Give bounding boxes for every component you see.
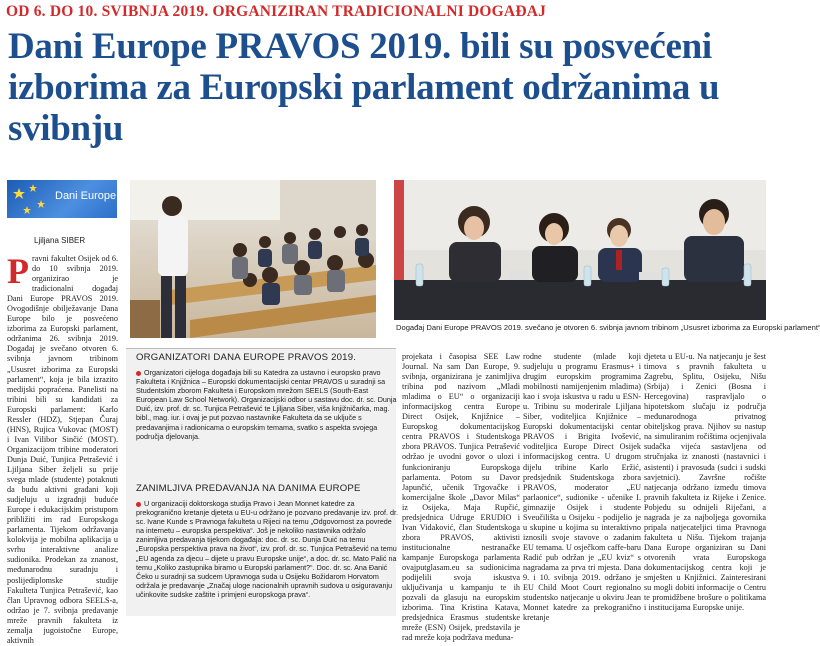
article-column-4: rodne studente (mlade koji sudjeluju u programu Erasmus+ i drugim europskim programima mobilnosti namijenjenim mladima) kao i svoja iskustva u radu u ESN-u. Tribinu su moderirale Ljiljana Siber, voditeljica Knjižnice – Europski dokumentacijski centar PRAVOS i Brigita Ivošević, voditeljica Europe Direct Osijek informacijskog centra. U drugom dijelu tribine Karlo Eržić, predsjednik Studentskoga zbora PRAVOS, moderator „EU parlaonice“, sudionike - učenike I. gimnazije Osijek i studente Sveučilišta u Osijeku - podijelio je u skupine u kojima su interaktivno iznosili svoje stavove o zadanim EU temama. U osječkom caffe-baru Radić pub održan je „EU kviz“ s nagradama za prva tri mjesta. Dana 9. i 10. svibnja 2019. održano je EU Child Moot Court regionalno studentsko natjecanje u okviru Jean Monnet katedre za prekogranično kretanje <box>523 352 641 623</box>
drop-cap: P <box>7 251 29 291</box>
photo-caption: Događaj Dani Europe PRAVOS 2019. svečano je otvoren 6. svibnja javnom tribinom „Ususret izborima za Europski parlament“ <box>396 323 820 332</box>
box-text-lectures <box>136 499 398 615</box>
bullet-icon <box>136 371 141 376</box>
dani-europe-logo <box>7 180 117 218</box>
box-top-rule <box>126 348 396 349</box>
box-title-organizers: ORGANIZATORI DANA EUROPE PRAVOS 2019. <box>136 352 357 363</box>
article-column-5: djeteta u EU-u. Na natjecanju je šest timova s pravnih fakulteta u Zagrebu, Splitu, Osijeku, Nišu (Srbija) i Zenici (Bosna i Hercegovina) raspravljalo o hipotetskom slučaju iz područja međunarodnoga privatnog obiteljskog prava. Njihov su nastup na simuliranim ročištima ocjenjivala sudačka vijeća sastavljena od stručnjaka iz znanosti (nastavnici i asistenti) i pravosuđa (sudci i sudski savjetnici). Završne ročište natjecanja održano između timova pravnih fakulteta iz Rijeke i Zenice. Pobjedu su odnijeli Riječani, a nagrada je za najboljega govornika pripala natjecateljici tima Pravnoga fakulteta u Nišu. Tijekom trajanja Dana Europe organiziran su Dani otvorenih vrata Europskoga dokumentacijskog centra koji je smješten u Knjižnici. Zainteresirani su mogli dobiti informacije o Centru te promidžbene brošure o politikama i institucijama Europske unije. <box>644 352 766 613</box>
bullet-icon <box>136 502 141 507</box>
headline: Dani Europe PRAVOS 2019. bili su posvećeni izborima za Europski parlament održanima u svibnju <box>8 26 720 149</box>
kicker: OD 6. DO 10. SVIBNJA 2019. ORGANIZIRAN TRADICIONALNI DOGAĐAJ <box>6 3 547 20</box>
column-1-text: ravni fakultet Osijek od 6. do 10 svibnja 2019. organizirao je tradicionalni događaj Dani Europe PRAVOS 2019. Ovogodišnje obilježavanje Dana Europe bilo je posvećeno izborima za Europski parlament, održanima 26. svibnja 2019. Događaj je svečano otvoren 6. svibnja javnom tribinom „Ususret izborima za Europski parlament“, koja je bila izrazito medijski popraćena. Panelisti na tribini bili su kandidati za Europski parlament: Karlo Ressler (HDZ), Stjepan Čuraj (HNS), Rujica Vukovac (MOST) i Ivan Vilibor Sinčić (MOST). Organizacijom tribine moderatori Dunja Duić, Tunjica Petrašević i Ljiljana Siber željeli su prije svega mlade (studente) potaknuti da budu aktivni građani koji sudjeluju u izgradnji buduće Europe i edukacijskim pristupom približiti im rad Europskoga parlamenta. Tijekom održavanja kolokvija je mobilna aplikacija u svrhu interaktivne analize sudionika. Prodekan za znanost, međunarodnu suradnju i poslijediplomske studije Fakulteta Tunjica Petrašević, kao član Upravnog odbora SEELS-a, održao je 7. svibnja predavanje mreže pravnih fakulteta iz zemalja jugoistočne Europe, aktivnih <box>7 254 118 645</box>
box-text-organizers-body: Organizatori cijeloga događaja bili su Katedra za ustavno i europsko pravo Fakulteta i Knjižnica – Europski dokumentacijski centar PRAVOS u suradnji sa Studentskim zborom Fakulteta i Europskom mrežom SEELS (South-East European Law School Network). Organizacijski odbor u sastavu doc. dr. sc. Dunja Duić, izv. prof. dr. sc. Tunjica Petrašević te Ljiljana Siber, viša knjižničarka, mag. bibl., mag. iur. i ovaj je put pozvao nastavnike Fakulteta da se uključe s predavanjima i radionicama o europskim temama, svatko s aspekta svojega područja djelovanja. <box>136 368 397 441</box>
box-text-lectures-body: U organizaciji doktorskoga studija Pravo i Jean Monnet katedre za prekogranično kretanje djeteta u EU-u održano je pozvano predavanje izv. prof. dr. sc. Ivane Kunde s Pravnoga fakulteta u Rijeci na temu „Odgovornost za povrede na internetu – europska perspektiva“. Još je nekoliko nastavnika održalo zanimljiva predavanja tijekom događaja: doc. dr. sc. Dunja Duić na temu „Europska perspektiva prava na život“, izv. prof. dr. sc. Tunjica Petrašević na temu „EU agenda za djecu – dijete u pravu Europske unije“, a doc. dr. sc. Mato Palić na temu „Koliko zastupnika biramo u Europski parlament?“. Doc. dr. sc. Ana Đanić Čeko u suradnji sa sudcem Upravnoga suda u Osijeku Božidarom Horvatom održala je predavanje „Značaj uloge nacionalnih upravnih sudova u osiguravanju učinkovite sudske zaštite i primjeni europskoga prava“. <box>136 499 398 599</box>
sidebar-box <box>126 348 396 616</box>
lecture-hall-photo <box>130 180 376 338</box>
logo-text: Dani Europe <box>55 190 117 202</box>
article-column-1 <box>7 251 118 645</box>
panel-photo <box>394 180 766 320</box>
article-column-3: projekata i časopisa SEE Law Journal. Na sam Dan Europe, 9. svibnja, organizirana je zanimljiva tribina pod nazivom „Mladi mladima o EU“ o organizaciji informacijskog centra Europe Direct Osijek, Knjižnice – Europskog dokumentacijskog centra PRAVOS i Studentskoga zbora PRAVOS. Tunjica Petrašević održao je uvodni govor o ulozi i funkcioniranju Europskoga parlamenta. Potom su Davor Japunčić, učenik Trgovačke i komercijalne škole „Davor Milas“ iz Osijeka, Maja Rupčić, predsjednica Udruge ERUDIO i Ivan Vidaković, član Studentskoga zbora PRAVOS, aktivisti institucionalne nestranačke kampanje Europskoga parlamenta ovajputglasam.eu sa sudionicima podijelili svoja iskustva uključivanja u kampanju te ih pozvali da glasuju na europskim izborima. Tina Kristina Katava, predsjednica Erasmus studentske mreže (ESN) Osijek, predstavila je rad mreže koja podržava međuna- <box>402 352 520 643</box>
author: Ljiljana SIBER <box>34 236 86 245</box>
box-title-lectures: ZANIMLJIVA PREDAVANJA NA DANIMA EUROPE <box>136 483 361 494</box>
box-text-organizers <box>136 368 398 460</box>
